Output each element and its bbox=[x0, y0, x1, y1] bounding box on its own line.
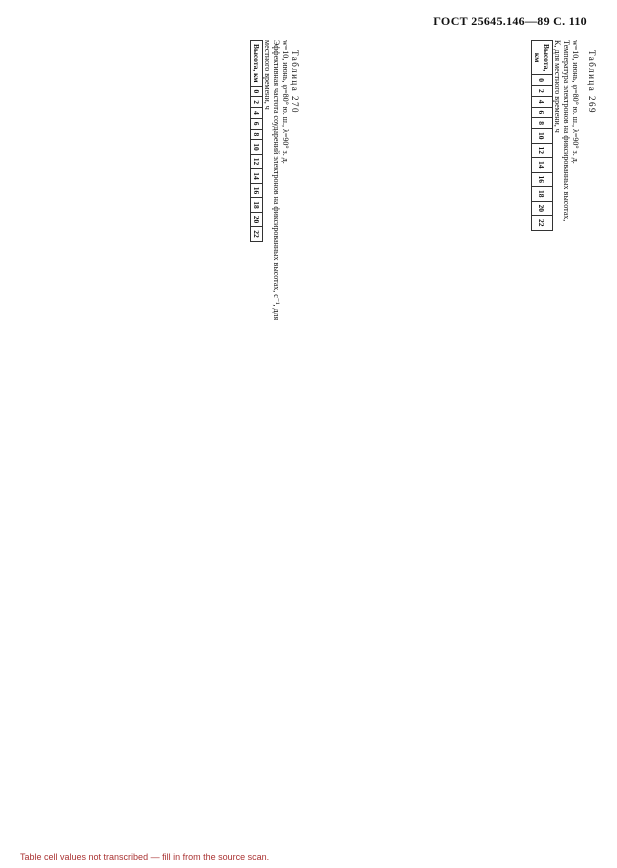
table-269-hour-8: 8 bbox=[532, 118, 553, 129]
table-269-conditions: w=10, июнь, φ=80° ю. ш., λ=90° з. д. bbox=[571, 40, 580, 164]
table-270-hour-18: 18 bbox=[251, 198, 263, 213]
table-269-altitude-header: Высота, км bbox=[532, 41, 553, 75]
table-270-header-row bbox=[251, 41, 263, 242]
table-270-hour-12: 12 bbox=[251, 154, 263, 169]
table-269-hour-18: 18 bbox=[532, 187, 553, 202]
table-270-conditions: w=10, июнь, φ=80° ю. ш., λ=90° з. д. bbox=[281, 40, 290, 164]
transcription-note: Table cell values not transcribed — fill in from the source scan. bbox=[20, 852, 270, 862]
running-header: ГОСТ 25645.146—89 С. 110 bbox=[433, 14, 587, 28]
table-270-hour-6: 6 bbox=[251, 118, 263, 129]
table-269-hour-14: 14 bbox=[532, 158, 553, 173]
table-269-hour-4: 4 bbox=[532, 96, 553, 107]
table-269-caption: Температура электронов на фиксированных высотах, К, для местного времени, ч bbox=[553, 40, 571, 222]
table-270-hour-0: 0 bbox=[251, 86, 263, 97]
table-269-hour-6: 6 bbox=[532, 107, 553, 118]
table-270-altitude-header: Высота, км bbox=[251, 41, 263, 87]
table-269 bbox=[531, 40, 580, 231]
table-269-hour-2: 2 bbox=[532, 86, 553, 97]
table-270-hour-4: 4 bbox=[251, 108, 263, 119]
table-270-hour-16: 16 bbox=[251, 183, 263, 198]
page-region bbox=[20, 40, 597, 860]
table-269-hour-12: 12 bbox=[532, 143, 553, 158]
table-269-hour-20: 20 bbox=[532, 201, 553, 216]
table-270-hour-10: 10 bbox=[251, 140, 263, 155]
table-269-header-row bbox=[532, 41, 553, 231]
table-269-number: Таблица 269 bbox=[587, 50, 597, 114]
table-270-hour-20: 20 bbox=[251, 212, 263, 227]
table-269-hour-16: 16 bbox=[532, 172, 553, 187]
table-270-caption: Эффективная частота соударений электронов на фиксированных высотах, с⁻¹, для местного времени, ч bbox=[263, 40, 281, 321]
table-270-grid bbox=[250, 40, 263, 242]
table-270-hour-22: 22 bbox=[251, 227, 263, 242]
table-270 bbox=[250, 40, 290, 347]
table-269-hour-0: 0 bbox=[532, 75, 553, 86]
table-269-hour-10: 10 bbox=[532, 129, 553, 144]
table-270-hour-2: 2 bbox=[251, 97, 263, 108]
table-269-hour-22: 22 bbox=[532, 216, 553, 231]
table-269-grid bbox=[531, 40, 553, 231]
table-270-number: Таблица 270 bbox=[290, 50, 300, 114]
table-270-hour-14: 14 bbox=[251, 169, 263, 184]
table-270-hour-8: 8 bbox=[251, 129, 263, 140]
